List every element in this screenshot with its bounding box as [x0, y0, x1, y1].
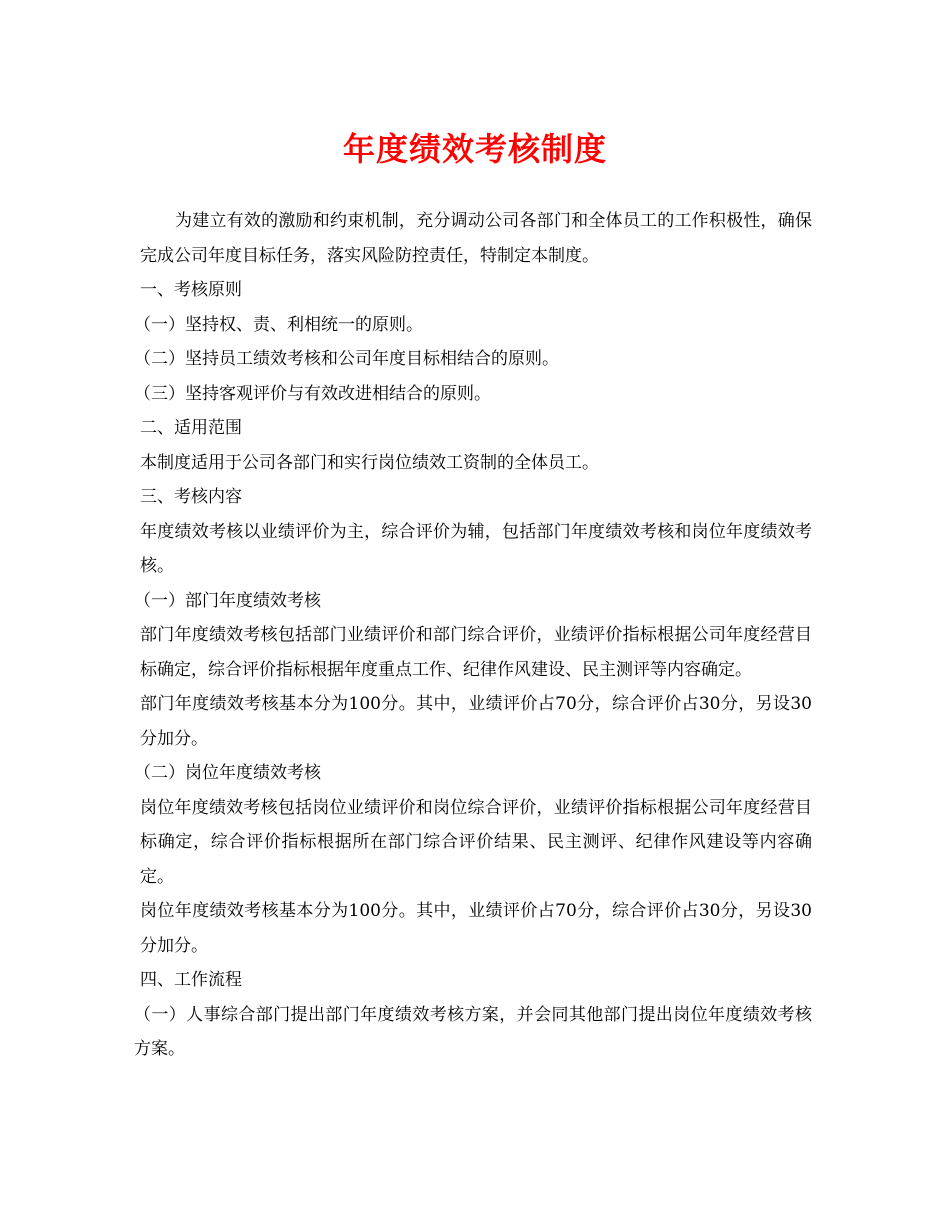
- content-paragraph: 年度绩效考核以业绩评价为主，综合评价为辅，包括部门年度绩效考核和岗位年度绩效考核。: [140, 521, 812, 576]
- subsection-heading-department: （一）部门年度绩效考核: [134, 590, 321, 611]
- subsection-heading-position: （二）岗位年度绩效考核: [134, 763, 321, 783]
- position-paragraph-1: 岗位年度绩效考核包括岗位业绩评价和岗位综合评价，业绩评价指标根据公司年度经营目标确定，综合评价指标根据所在部门综合评价结果、民主测评、纪律作风建设等内容确定。: [140, 797, 812, 887]
- principle-item-1: （一）坚持权、责、利相统一的原则。: [134, 314, 423, 335]
- section-heading-principles: 一、考核原则: [140, 280, 242, 300]
- section-heading-content: 三、考核内容: [140, 487, 242, 507]
- principle-item-3: （三）坚持客观评价与有效改进相结合的原则。: [134, 383, 491, 404]
- section-heading-process: 四、工作流程: [140, 970, 242, 990]
- principle-item-2: （二）坚持员工绩效考核和公司年度目标相结合的原则。: [134, 349, 559, 369]
- department-paragraph-2: 部门年度绩效考核基本分为100分。其中，业绩评价占70分，综合评价占30分，另设30分加分。: [140, 694, 812, 749]
- intro-paragraph: 为建立有效的激励和约束机制，充分调动公司各部门和全体员工的工作积极性，确保完成公司年度目标任务，落实风险防控责任，特制定本制度。: [140, 211, 812, 266]
- scope-paragraph: 本制度适用于公司各部门和实行岗位绩效工资制的全体员工。: [140, 452, 599, 473]
- section-heading-scope: 二、适用范围: [140, 418, 242, 438]
- department-paragraph-1: 部门年度绩效考核包括部门业绩评价和部门综合评价，业绩评价指标根据公司年度经营目标确定，综合评价指标根据年度重点工作、纪律作风建设、民主测评等内容确定。: [140, 625, 812, 680]
- document-title: 年度绩效考核制度: [342, 130, 607, 168]
- process-item-1: （一）人事综合部门提出部门年度绩效考核方案，并会同其他部门提出岗位年度绩效考核方案。: [134, 1004, 812, 1059]
- position-paragraph-2: 岗位年度绩效考核基本分为100分。其中，业绩评价占70分，综合评价占30分，另设30分加分。: [140, 901, 812, 956]
- document-body: [134, 204, 812, 1067]
